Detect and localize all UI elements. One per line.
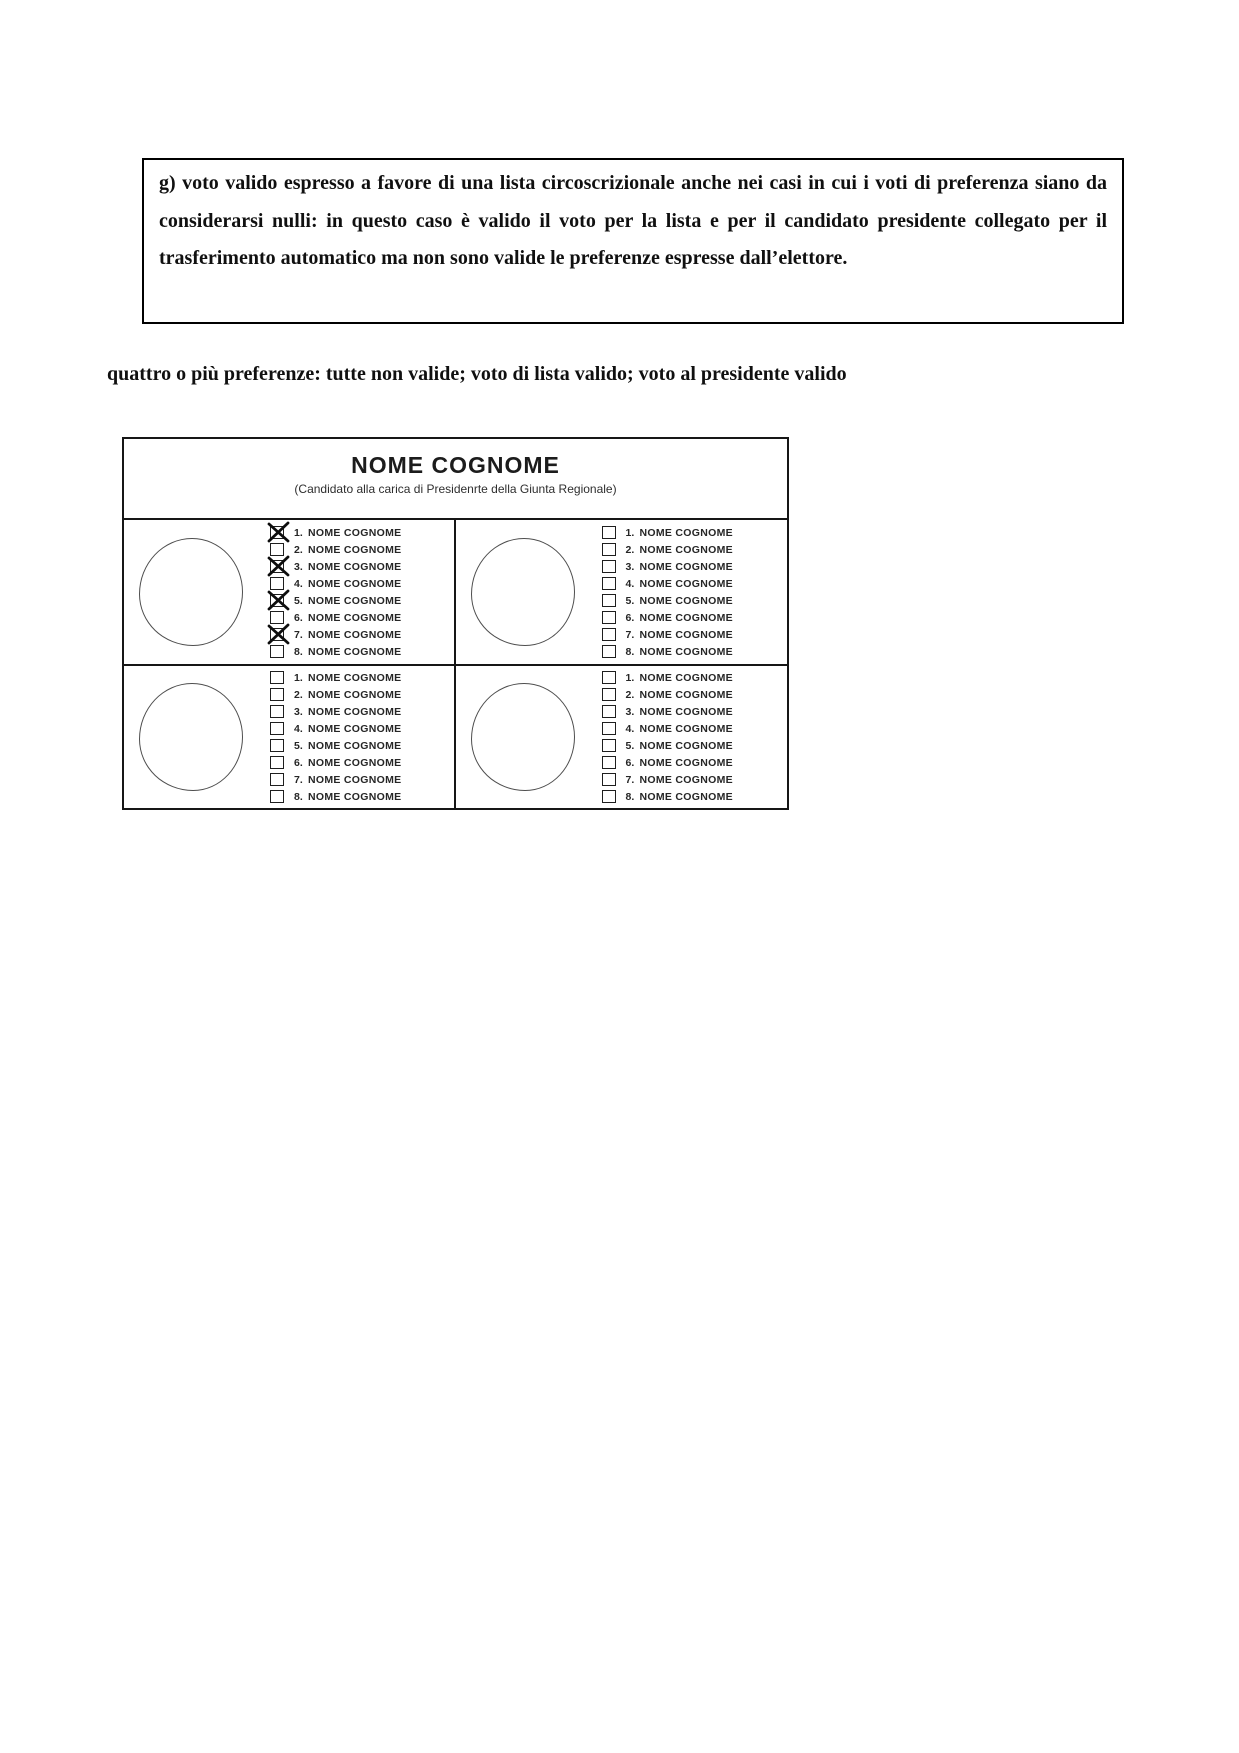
president-candidate-name: NOME COGNOME	[351, 452, 560, 478]
candidate-row	[270, 541, 401, 558]
candidate-number: 3.	[294, 560, 303, 573]
preference-checkbox[interactable]	[602, 594, 616, 607]
candidate-name: NOME COGNOME	[639, 560, 733, 573]
candidate-number: 5.	[625, 739, 635, 752]
candidate-number: 5.	[625, 594, 635, 607]
candidate-row	[270, 737, 401, 754]
candidate-list	[270, 524, 401, 660]
preference-checkbox[interactable]	[602, 790, 616, 803]
preference-checkbox[interactable]	[602, 645, 616, 658]
candidate-row	[602, 609, 733, 626]
candidate-number: 1.	[294, 671, 303, 684]
candidate-number: 6.	[294, 756, 303, 769]
preference-checkbox[interactable]	[602, 722, 616, 735]
preference-checkbox[interactable]	[602, 628, 616, 641]
preference-checkbox[interactable]	[602, 611, 616, 624]
candidate-name: NOME COGNOME	[639, 790, 733, 803]
preference-checkbox[interactable]	[270, 739, 284, 752]
ballot-grid	[124, 520, 787, 808]
candidate-number: 7.	[294, 773, 303, 786]
candidate-name: NOME COGNOME	[639, 628, 733, 641]
candidate-number: 8.	[625, 790, 635, 803]
ballot-header	[124, 439, 787, 520]
candidate-number: 4.	[625, 722, 635, 735]
candidate-number: 8.	[625, 645, 635, 658]
candidate-number: 4.	[625, 577, 635, 590]
candidate-number: 3.	[294, 705, 303, 718]
candidate-row	[602, 558, 733, 575]
candidate-row	[270, 754, 401, 771]
preferences-caption: quattro o più preferenze: tutte non valide; voto di lista valido; voto al presidente valido	[107, 363, 847, 385]
candidate-name: NOME COGNOME	[308, 577, 402, 590]
candidate-name: NOME COGNOME	[639, 705, 733, 718]
candidate-row	[270, 558, 401, 575]
candidate-list	[602, 524, 733, 660]
candidate-row	[602, 626, 733, 643]
preference-checkbox[interactable]	[270, 722, 284, 735]
note-box-paragraph-g	[142, 158, 1124, 324]
preference-checkbox[interactable]	[270, 671, 284, 684]
ballot-list-section-2	[456, 520, 788, 666]
candidate-name: NOME COGNOME	[308, 688, 402, 701]
list-symbol-circle[interactable]	[139, 538, 243, 646]
candidate-row	[602, 575, 733, 592]
ballot-list-section-1	[124, 520, 456, 666]
preference-checkbox[interactable]	[270, 705, 284, 718]
candidate-list	[270, 669, 401, 805]
candidate-number: 1.	[625, 526, 635, 539]
preference-checkbox[interactable]	[270, 594, 284, 607]
candidate-name: NOME COGNOME	[308, 722, 402, 735]
candidate-name: NOME COGNOME	[308, 756, 402, 769]
candidate-row	[602, 643, 733, 660]
candidate-row	[270, 686, 401, 703]
candidate-number: 5.	[294, 739, 303, 752]
candidate-number: 6.	[294, 611, 303, 624]
preference-checkbox[interactable]	[602, 773, 616, 786]
list-symbol-circle[interactable]	[139, 683, 243, 791]
preference-checkbox[interactable]	[270, 773, 284, 786]
note-text: g) voto valido espresso a favore di una lista circoscrizionale anche nei casi in cui i voti di preferenza siano da considerarsi nulli: in questo caso è valido il voto per la lista e per il candidato presidente collegato per il trasferimento automatico ma non sono valide le preferenze espresse dall’elettore.	[159, 172, 1107, 269]
preference-checkbox[interactable]	[602, 560, 616, 573]
preference-checkbox[interactable]	[270, 645, 284, 658]
ballot-list-section-3	[124, 666, 456, 808]
candidate-number: 4.	[294, 577, 303, 590]
candidate-row	[270, 575, 401, 592]
candidate-number: 2.	[625, 688, 635, 701]
candidate-name: NOME COGNOME	[308, 705, 402, 718]
president-candidate-role: (Candidato alla carica di Presidenrte della Giunta Regionale)	[294, 482, 617, 496]
candidate-name: NOME COGNOME	[308, 543, 402, 556]
candidate-number: 2.	[625, 543, 635, 556]
candidate-name: NOME COGNOME	[308, 560, 402, 573]
preference-checkbox[interactable]	[602, 688, 616, 701]
candidate-number: 3.	[625, 560, 635, 573]
candidate-name: NOME COGNOME	[308, 671, 402, 684]
list-symbol-circle[interactable]	[471, 538, 575, 646]
candidate-number: 3.	[625, 705, 635, 718]
preference-checkbox[interactable]	[270, 790, 284, 803]
candidate-row	[602, 592, 733, 609]
ballot-list-section-4	[456, 666, 788, 808]
candidate-row	[602, 541, 733, 558]
candidate-number: 1.	[625, 671, 635, 684]
candidate-name: NOME COGNOME	[308, 773, 402, 786]
candidate-row	[270, 643, 401, 660]
candidate-row	[602, 669, 733, 686]
candidate-row	[270, 703, 401, 720]
candidate-number: 2.	[294, 688, 303, 701]
candidate-name: NOME COGNOME	[639, 577, 733, 590]
preference-checkbox[interactable]	[602, 526, 616, 539]
list-symbol-circle[interactable]	[471, 683, 575, 791]
candidate-name: NOME COGNOME	[308, 790, 402, 803]
candidate-name: NOME COGNOME	[639, 526, 733, 539]
candidate-number: 2.	[294, 543, 303, 556]
candidate-name: NOME COGNOME	[639, 611, 733, 624]
candidate-number: 8.	[294, 645, 303, 658]
candidate-list	[602, 669, 733, 805]
preference-checkbox[interactable]	[270, 526, 284, 539]
candidate-row	[602, 737, 733, 754]
preference-checkbox[interactable]	[270, 577, 284, 590]
candidate-number: 5.	[294, 594, 303, 607]
preference-checkbox[interactable]	[270, 756, 284, 769]
candidate-name: NOME COGNOME	[639, 756, 733, 769]
candidate-name: NOME COGNOME	[308, 611, 402, 624]
candidate-name: NOME COGNOME	[308, 645, 402, 658]
preference-checkbox[interactable]	[270, 628, 284, 641]
candidate-name: NOME COGNOME	[639, 594, 733, 607]
preference-checkbox[interactable]	[270, 543, 284, 556]
candidate-number: 6.	[625, 611, 635, 624]
candidate-row	[602, 788, 733, 805]
candidate-number: 1.	[294, 526, 303, 539]
ballot-figure	[122, 437, 789, 810]
candidate-row	[270, 788, 401, 805]
preference-checkbox[interactable]	[602, 671, 616, 684]
candidate-row	[270, 592, 401, 609]
preference-checkbox[interactable]	[270, 560, 284, 573]
candidate-name: NOME COGNOME	[639, 688, 733, 701]
candidate-row	[270, 609, 401, 626]
candidate-number: 7.	[625, 628, 635, 641]
candidate-name: NOME COGNOME	[308, 594, 402, 607]
candidate-row	[270, 669, 401, 686]
preference-checkbox[interactable]	[602, 739, 616, 752]
candidate-name: NOME COGNOME	[639, 773, 733, 786]
candidate-row	[270, 720, 401, 737]
candidate-name: NOME COGNOME	[639, 671, 733, 684]
candidate-name: NOME COGNOME	[639, 722, 733, 735]
candidate-row	[602, 771, 733, 788]
preference-checkbox[interactable]	[602, 756, 616, 769]
candidate-name: NOME COGNOME	[308, 628, 402, 641]
candidate-row	[602, 524, 733, 541]
candidate-name: NOME COGNOME	[308, 739, 402, 752]
preference-checkbox[interactable]	[602, 705, 616, 718]
candidate-number: 4.	[294, 722, 303, 735]
candidate-row	[602, 720, 733, 737]
candidate-name: NOME COGNOME	[308, 526, 402, 539]
candidate-name: NOME COGNOME	[639, 645, 733, 658]
candidate-number: 7.	[294, 628, 303, 641]
candidate-name: NOME COGNOME	[639, 739, 733, 752]
candidate-row	[270, 771, 401, 788]
candidate-row	[602, 686, 733, 703]
candidate-row	[270, 626, 401, 643]
candidate-number: 8.	[294, 790, 303, 803]
candidate-row	[602, 754, 733, 771]
preference-checkbox[interactable]	[270, 688, 284, 701]
candidate-row	[270, 524, 401, 541]
candidate-name: NOME COGNOME	[639, 543, 733, 556]
preference-checkbox[interactable]	[602, 543, 616, 556]
preference-checkbox[interactable]	[270, 611, 284, 624]
candidate-row	[602, 703, 733, 720]
preference-checkbox[interactable]	[602, 577, 616, 590]
candidate-number: 6.	[625, 756, 635, 769]
candidate-number: 7.	[625, 773, 635, 786]
